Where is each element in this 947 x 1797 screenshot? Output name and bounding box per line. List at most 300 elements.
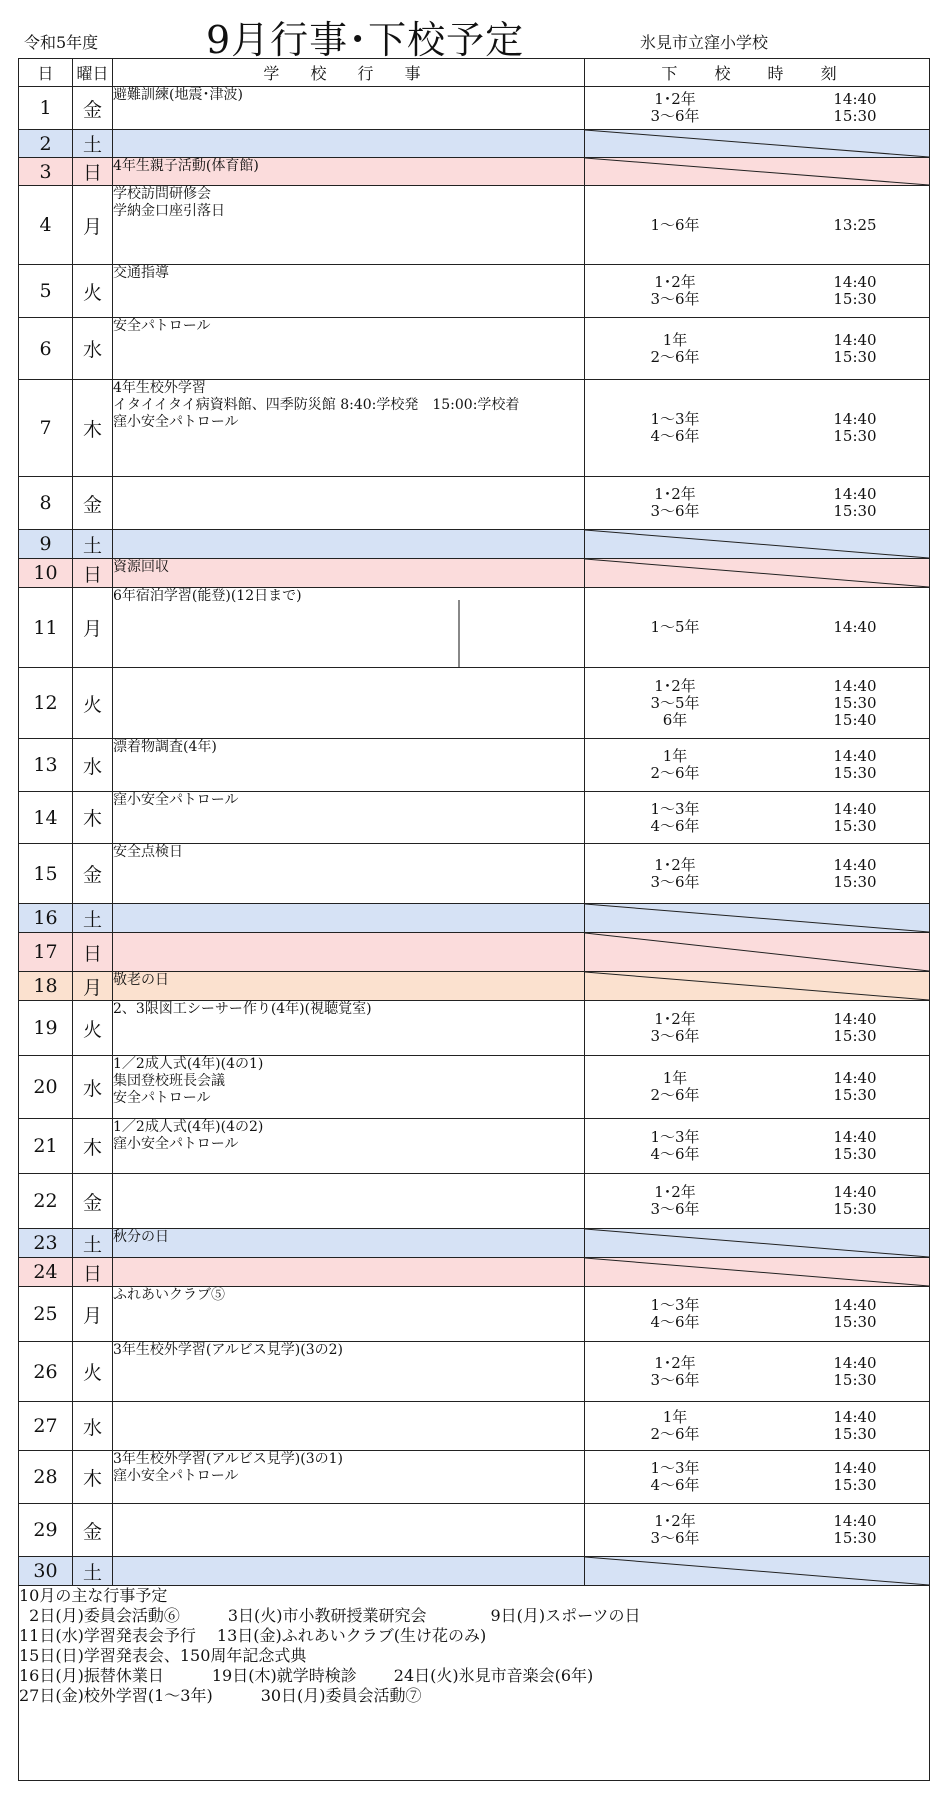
- schedule-row: [19, 158, 930, 186]
- events-cell: [113, 1557, 585, 1586]
- events-column-header: 学 校 行 事: [113, 59, 585, 87]
- dismissal-time: 14:40: [833, 618, 877, 636]
- grade-range: 6年: [662, 710, 688, 729]
- grade-range: 1～3年: [650, 1459, 700, 1477]
- no-school-slash: [585, 130, 929, 157]
- event-text: 交通指導: [113, 265, 169, 281]
- dismissal-entry: [585, 1355, 929, 1372]
- dismissal-time: 15:30: [833, 1476, 877, 1494]
- grade-range: 4～6年: [650, 816, 700, 835]
- event-text: 安全点検日: [113, 844, 183, 860]
- dismissal-entry: [585, 1409, 929, 1426]
- dismissal-time: 15:30: [833, 1370, 877, 1389]
- event-text: 窪小安全パトロール: [113, 792, 239, 808]
- schedule-row: [19, 933, 930, 972]
- grade-range: 3～6年: [650, 107, 700, 125]
- dismissal-time: 14:40: [833, 1128, 877, 1146]
- day-number: 15: [19, 844, 73, 904]
- dismissal-entry: [585, 1460, 929, 1477]
- weekday: 火: [73, 1001, 113, 1056]
- event-text: 安全パトロール: [113, 1090, 211, 1106]
- day-number: 22: [19, 1174, 73, 1229]
- schedule-row: [19, 1504, 930, 1557]
- events-cell: [113, 1056, 585, 1119]
- dismissal-time: 15:30: [833, 1200, 877, 1218]
- day-number: 9: [19, 530, 73, 559]
- dismissal-entry: [585, 1129, 929, 1146]
- dismissal-time: 14:40: [833, 1353, 877, 1372]
- events-cell: [113, 972, 585, 1001]
- october-preview-row: [19, 1586, 930, 1781]
- dismissal-entry: [585, 1011, 929, 1028]
- event-text: 学納金口座引落日: [113, 203, 225, 219]
- schedule-row: [19, 1174, 930, 1229]
- weekday: 月: [73, 1287, 113, 1342]
- schedule-row: [19, 559, 930, 588]
- weekday: 水: [73, 1056, 113, 1119]
- dismissal-time: 15:30: [833, 693, 877, 712]
- event-text: 1／2成人式(4年)(4の2): [113, 1119, 264, 1135]
- day-number: 6: [19, 318, 73, 380]
- event-text: 敬老の日: [113, 972, 169, 988]
- dismissal-entry: [585, 108, 929, 125]
- events-cell: [113, 1174, 585, 1229]
- day-number: 3: [19, 158, 73, 186]
- day-number: 2: [19, 130, 73, 158]
- dismissal-time: 14:40: [833, 410, 877, 428]
- october-preview-line: 2日(月)委員会活動⑥ 3日(火)市小教研授業研究会 9日(月)スポーツの日: [19, 1606, 641, 1625]
- grade-range: 1･2年: [654, 855, 696, 874]
- dismissal-time: 15:30: [833, 1529, 877, 1547]
- grade-range: 1～3年: [650, 1128, 700, 1146]
- schedule-row: [19, 380, 930, 477]
- dismissal-entry: [585, 428, 929, 445]
- dismissal-time: 14:40: [833, 747, 877, 765]
- grade-range: 2～6年: [650, 347, 700, 366]
- weekday: 日: [73, 1258, 113, 1287]
- dismissal-column-header: 下 校 時 刻: [585, 59, 930, 87]
- dismissal-entry: [585, 1314, 929, 1331]
- day-number: 25: [19, 1287, 73, 1342]
- dismissal-time: 14:40: [833, 1459, 877, 1477]
- day-column-header: 日: [19, 59, 73, 87]
- grade-range: 3～5年: [650, 693, 700, 712]
- dismissal-entry: [585, 678, 929, 695]
- day-number: 19: [19, 1001, 73, 1056]
- day-number: 14: [19, 792, 73, 844]
- event-text: 避難訓練(地震･津波): [113, 87, 243, 103]
- dismissal-time: 15:40: [833, 710, 877, 729]
- dismissal-time: 14:40: [833, 1296, 877, 1314]
- dismissal-entry: [585, 291, 929, 308]
- events-cell: [113, 380, 585, 477]
- dismissal-entry: [585, 1184, 929, 1201]
- events-cell: [113, 318, 585, 380]
- grade-range: 1･2年: [654, 273, 696, 291]
- schedule-row: [19, 186, 930, 265]
- october-preview-line: 16日(月)振替休業日 19日(木)就学時検診 24日(火)氷見市音楽会(6年): [19, 1666, 594, 1685]
- grade-range: 2～6年: [650, 764, 700, 782]
- schedule-row: [19, 530, 930, 559]
- no-school-slash: [585, 559, 929, 587]
- events-cell: [113, 158, 585, 186]
- dismissal-entry: [585, 619, 929, 636]
- event-text: 漂着物調査(4年): [113, 739, 217, 755]
- dismissal-time: 15:30: [833, 1027, 877, 1045]
- dismissal-entry: [585, 1028, 929, 1045]
- event-text: 窪小安全パトロール: [113, 1468, 239, 1484]
- no-school-slash: [585, 1258, 929, 1286]
- dismissal-time: 14:40: [833, 1512, 877, 1530]
- dismissal-entry: [585, 1513, 929, 1530]
- events-cell: [113, 1001, 585, 1056]
- day-number: 30: [19, 1557, 73, 1586]
- weekday: 土: [73, 1557, 113, 1586]
- weekday: 土: [73, 530, 113, 559]
- dismissal-cell: [585, 972, 930, 1001]
- dismissal-time: 14:40: [833, 799, 877, 818]
- fiscal-year-label: 令和5年度: [24, 33, 99, 52]
- schedule-row: [19, 1557, 930, 1586]
- dismissal-entry: [585, 1477, 929, 1494]
- event-text: 3年生校外学習(アルビス見学)(3の1): [113, 1451, 344, 1467]
- dismissal-cell: [585, 1504, 930, 1557]
- dismissal-cell: [585, 130, 930, 158]
- grade-range: 1年: [662, 330, 688, 349]
- grade-range: 1･2年: [654, 1183, 696, 1201]
- dismissal-entry: [585, 801, 929, 818]
- events-cell: [113, 904, 585, 933]
- october-preview: [19, 1586, 930, 1781]
- day-number: 1: [19, 87, 73, 130]
- day-number: 5: [19, 265, 73, 318]
- day-number: 28: [19, 1451, 73, 1504]
- grade-range: 3～6年: [650, 872, 700, 891]
- dismissal-cell: [585, 1258, 930, 1287]
- weekday: 日: [73, 158, 113, 186]
- grade-range: 1･2年: [654, 1353, 696, 1372]
- day-number: 7: [19, 380, 73, 477]
- events-cell: [113, 1451, 585, 1504]
- dismissal-time: 14:40: [833, 676, 877, 695]
- day-number: 12: [19, 668, 73, 739]
- grade-range: 1･2年: [654, 485, 696, 503]
- dismissal-time: 15:30: [833, 427, 877, 445]
- weekday: 火: [73, 668, 113, 739]
- events-cell: [113, 265, 585, 318]
- events-cell: [113, 1287, 585, 1342]
- schedule-row: [19, 792, 930, 844]
- no-school-slash: [585, 530, 929, 558]
- weekday: 木: [73, 380, 113, 477]
- table-header-row: [19, 59, 930, 87]
- events-cell: [113, 87, 585, 130]
- dismissal-entry: [585, 411, 929, 428]
- event-text: 2、3限図工シーサー作り(4年)(視聴覚室): [113, 1001, 372, 1017]
- dismissal-time: 15:30: [833, 764, 877, 782]
- weekday: 火: [73, 1342, 113, 1402]
- day-number: 10: [19, 559, 73, 588]
- no-school-slash: [585, 1229, 929, 1257]
- grade-range: 1･2年: [654, 90, 696, 108]
- schedule-row: [19, 739, 930, 792]
- event-text: 集団登校班長会議: [113, 1073, 225, 1089]
- day-number: 24: [19, 1258, 73, 1287]
- events-cell: [113, 1229, 585, 1258]
- dismissal-entry: [585, 1426, 929, 1443]
- dismissal-entry: [585, 857, 929, 874]
- day-number: 11: [19, 588, 73, 668]
- event-text: 4年生校外学習: [113, 380, 206, 396]
- dismissal-time: 15:30: [833, 816, 877, 835]
- dismissal-time: 15:30: [833, 290, 877, 308]
- schedule-row: [19, 1451, 930, 1504]
- grade-range: 1～3年: [650, 1296, 700, 1314]
- dismissal-entry: [585, 91, 929, 108]
- day-number: 23: [19, 1229, 73, 1258]
- schedule-row: [19, 265, 930, 318]
- events-cell: [113, 668, 585, 739]
- schedule-row: [19, 1119, 930, 1174]
- dismissal-cell: [585, 1342, 930, 1402]
- dismissal-cell: [585, 1056, 930, 1119]
- grade-range: 3～6年: [650, 1370, 700, 1389]
- day-number: 26: [19, 1342, 73, 1402]
- grade-range: 4～6年: [650, 427, 700, 445]
- dismissal-cell: [585, 739, 930, 792]
- dismissal-cell: [585, 1287, 930, 1342]
- event-text: 窪小安全パトロール: [113, 414, 239, 430]
- weekday: 金: [73, 1504, 113, 1557]
- weekday: 月: [73, 972, 113, 1001]
- dismissal-time: 14:40: [833, 1069, 877, 1087]
- day-number: 21: [19, 1119, 73, 1174]
- dismissal-cell: [585, 87, 930, 130]
- events-cell: [113, 844, 585, 904]
- dismissal-entry: [585, 217, 929, 234]
- grade-range: 1年: [662, 747, 688, 765]
- dismissal-cell: [585, 1119, 930, 1174]
- dismissal-cell: [585, 530, 930, 559]
- grade-range: 1～6年: [650, 215, 700, 234]
- weekday: 水: [73, 318, 113, 380]
- weekday: 木: [73, 1451, 113, 1504]
- events-cell: [113, 1504, 585, 1557]
- dismissal-entry: [585, 1530, 929, 1547]
- weekday: 土: [73, 130, 113, 158]
- dismissal-time: 15:30: [833, 1425, 877, 1443]
- schedule-row: [19, 1229, 930, 1258]
- events-cell: [113, 1119, 585, 1174]
- events-cell: [113, 559, 585, 588]
- grade-range: 4～6年: [650, 1145, 700, 1163]
- grade-range: 2～6年: [650, 1086, 700, 1104]
- grade-range: 1･2年: [654, 1512, 696, 1530]
- weekday: 金: [73, 1174, 113, 1229]
- events-cell: [113, 588, 585, 668]
- day-number: 4: [19, 186, 73, 265]
- no-school-slash: [585, 158, 929, 185]
- dismissal-time: 15:30: [833, 1145, 877, 1163]
- grade-range: 3～6年: [650, 1529, 700, 1547]
- dismissal-entry: [585, 1070, 929, 1087]
- dismissal-entry: [585, 332, 929, 349]
- event-text: 3年生校外学習(アルビス見学)(3の2): [113, 1342, 344, 1358]
- weekday: 金: [73, 477, 113, 530]
- day-number: 16: [19, 904, 73, 933]
- dismissal-cell: [585, 792, 930, 844]
- event-text: 秋分の日: [113, 1229, 169, 1245]
- no-school-slash: [585, 972, 929, 1000]
- schedule-row: [19, 972, 930, 1001]
- dismissal-cell: [585, 1557, 930, 1586]
- dismissal-cell: [585, 380, 930, 477]
- events-cell: [113, 477, 585, 530]
- october-preview-line: 11日(水)学習発表会予行 13日(金)ふれあいクラブ(生け花のみ): [19, 1626, 487, 1645]
- dismissal-time: 15:30: [833, 872, 877, 891]
- grade-range: 3～6年: [650, 1200, 700, 1218]
- weekday: 水: [73, 1402, 113, 1451]
- grade-range: 1～3年: [650, 410, 700, 428]
- events-cell: [113, 739, 585, 792]
- dismissal-time: 15:30: [833, 347, 877, 366]
- schedule-row: [19, 904, 930, 933]
- dismissal-entry: [585, 1201, 929, 1218]
- dismissal-cell: [585, 1229, 930, 1258]
- dismissal-time: 15:30: [833, 502, 877, 520]
- page-title: 9月行事･下校予定: [206, 18, 525, 62]
- dismissal-entry: [585, 274, 929, 291]
- schedule-row: [19, 1001, 930, 1056]
- dismissal-cell: [585, 933, 930, 972]
- october-preview-line: 27日(金)校外学習(1～3年) 30日(月)委員会活動⑦: [19, 1686, 422, 1705]
- dismissal-time: 14:40: [833, 330, 877, 349]
- schedule-row: [19, 1056, 930, 1119]
- schedule-row: [19, 130, 930, 158]
- dismissal-entry: [585, 748, 929, 765]
- dismissal-cell: [585, 1174, 930, 1229]
- dismissal-entry: [585, 1146, 929, 1163]
- dismissal-cell: [585, 186, 930, 265]
- dismissal-cell: [585, 158, 930, 186]
- no-school-slash: [585, 933, 929, 971]
- dismissal-time: 14:40: [833, 90, 877, 108]
- schedule-row: [19, 844, 930, 904]
- dismissal-entry: [585, 874, 929, 891]
- grade-range: 3～6年: [650, 502, 700, 520]
- event-text: 学校訪問研修会: [113, 186, 211, 202]
- weekday: 土: [73, 904, 113, 933]
- weekday: 日: [73, 933, 113, 972]
- dismissal-entry: [585, 1087, 929, 1104]
- weekday: 木: [73, 1119, 113, 1174]
- grade-range: 1年: [662, 1408, 688, 1426]
- dismissal-cell: [585, 588, 930, 668]
- dismissal-time: 15:30: [833, 1086, 877, 1104]
- events-cell: [113, 792, 585, 844]
- weekday: 土: [73, 1229, 113, 1258]
- events-cell: [113, 130, 585, 158]
- dismissal-entry: [585, 503, 929, 520]
- schedule-table: [18, 58, 930, 1781]
- dismissal-time: 14:40: [833, 855, 877, 874]
- october-preview-line: 15日(日)学習発表会、150周年記念式典: [19, 1646, 307, 1665]
- event-text: 安全パトロール: [113, 318, 211, 334]
- day-number: 29: [19, 1504, 73, 1557]
- weekday: 日: [73, 559, 113, 588]
- grade-range: 1･2年: [654, 1010, 696, 1028]
- dismissal-entry: [585, 349, 929, 366]
- dismissal-entry: [585, 1297, 929, 1314]
- day-number: 18: [19, 972, 73, 1001]
- events-cell: [113, 530, 585, 559]
- weekday: 火: [73, 265, 113, 318]
- day-number: 27: [19, 1402, 73, 1451]
- grade-range: 1年: [662, 1069, 688, 1087]
- schedule-row: [19, 588, 930, 668]
- dismissal-cell: [585, 477, 930, 530]
- events-cell: [113, 1342, 585, 1402]
- day-number: 8: [19, 477, 73, 530]
- schedule-row: [19, 1287, 930, 1342]
- dismissal-time: 15:30: [833, 1313, 877, 1331]
- dismissal-cell: [585, 559, 930, 588]
- dismissal-time: 14:40: [833, 485, 877, 503]
- dismissal-entry: [585, 486, 929, 503]
- dismissal-time: 15:30: [833, 107, 877, 125]
- dismissal-entry: [585, 765, 929, 782]
- dismissal-time: 14:40: [833, 1183, 877, 1201]
- weekday: 金: [73, 87, 113, 130]
- dismissal-cell: [585, 1451, 930, 1504]
- day-number: 13: [19, 739, 73, 792]
- events-cell: [113, 1258, 585, 1287]
- school-name: 氷見市立窪小学校: [640, 33, 769, 52]
- dismissal-time: 14:40: [833, 1408, 877, 1426]
- schedule-row: [19, 87, 930, 130]
- continuation-arrow-icon: [453, 600, 465, 668]
- october-preview-title: 10月の主な行事予定: [19, 1586, 168, 1605]
- event-text: 1／2成人式(4年)(4の1): [113, 1056, 264, 1072]
- schedule-row: [19, 477, 930, 530]
- weekday: 金: [73, 844, 113, 904]
- dismissal-time: 14:40: [833, 1010, 877, 1028]
- dismissal-cell: [585, 1001, 930, 1056]
- schedule-row: [19, 318, 930, 380]
- dismissal-entry: [585, 712, 929, 729]
- day-number: 17: [19, 933, 73, 972]
- grade-range: 2～6年: [650, 1425, 700, 1443]
- dismissal-time: 13:25: [833, 215, 877, 234]
- grade-range: 3～6年: [650, 1027, 700, 1045]
- event-text: ふれあいクラブ⑤: [113, 1287, 225, 1303]
- grade-range: 4～6年: [650, 1313, 700, 1331]
- dismissal-entry: [585, 818, 929, 835]
- grade-range: 1･2年: [654, 676, 696, 695]
- event-text: 窪小安全パトロール: [113, 1136, 239, 1152]
- schedule-row: [19, 1402, 930, 1451]
- no-school-slash: [585, 1557, 929, 1585]
- weekday: 月: [73, 186, 113, 265]
- schedule-rows: [19, 87, 930, 1586]
- events-cell: [113, 186, 585, 265]
- event-text: 4年生親子活動(体育館): [113, 158, 259, 174]
- weekday: 水: [73, 739, 113, 792]
- dismissal-cell: [585, 904, 930, 933]
- event-text: イタイイタイ病資料館、四季防災館 8:40:学校発 15:00:学校着: [113, 397, 520, 413]
- dismissal-entry: [585, 1372, 929, 1389]
- grade-range: 1～3年: [650, 799, 700, 818]
